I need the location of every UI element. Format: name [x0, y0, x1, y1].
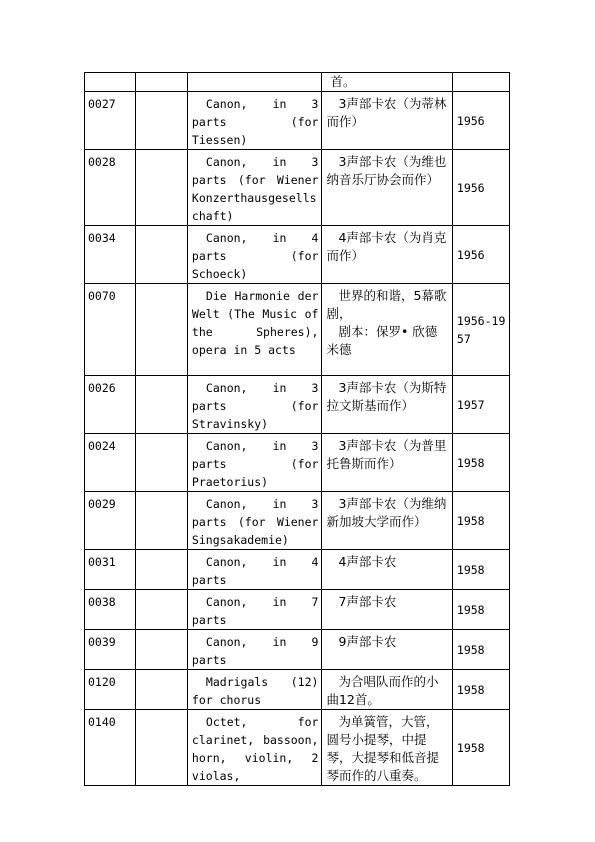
description-cell — [322, 73, 452, 92]
blank-cell — [135, 226, 187, 284]
work-id-cell: 0039 — [85, 630, 136, 670]
title-text: Canon, in 3 parts (for Tiessen) — [191, 97, 319, 147]
blank-cell — [135, 630, 187, 670]
title-cell — [187, 73, 322, 92]
title-cell — [187, 434, 322, 492]
blank-cell — [135, 590, 187, 630]
description-text: 9声部卡农 — [338, 634, 397, 649]
librettist-text: 剧本：保罗• 欣德米德 — [326, 324, 438, 357]
table-row — [85, 590, 510, 630]
year-cell: 1956 — [452, 92, 509, 150]
description-text: 4声部卡农 — [338, 554, 397, 569]
title-text: Canon, in 3 parts (for Praetorius) — [191, 439, 319, 489]
description-text: 7声部卡农 — [338, 594, 397, 609]
year-cell: 1957 — [452, 376, 509, 434]
blank-cell — [135, 434, 187, 492]
title-text: Die Harmonie der Welt (The Music of the Spheres), opera in 5 acts — [191, 289, 319, 357]
description-text: 3声部卡农（为蒂林而作） — [326, 96, 447, 129]
work-id-cell: 0029 — [85, 492, 136, 550]
title-cell — [187, 550, 322, 590]
work-id-cell: 0026 — [85, 376, 136, 434]
description-text: 3声部卡农（为维也纳音乐厅协会而作） — [326, 154, 447, 187]
work-id-cell: 0028 — [85, 150, 136, 226]
blank-cell — [135, 284, 187, 376]
blank-cell — [135, 92, 187, 150]
description-cell — [322, 92, 452, 150]
title-text: Canon, in 7 parts — [191, 595, 319, 627]
table-row — [85, 376, 510, 434]
title-text: Canon, in 4 parts (for Schoeck) — [191, 231, 319, 281]
table-row — [85, 150, 510, 226]
year-cell: 1958 — [452, 590, 509, 630]
table-row — [85, 284, 510, 376]
blank-cell — [135, 73, 187, 92]
blank-cell — [135, 150, 187, 226]
description-text: 世界的和谐，5幕歌剧， — [326, 288, 447, 321]
blank-cell — [135, 670, 187, 710]
description-cell — [322, 226, 452, 284]
work-id-cell: 0070 — [85, 284, 136, 376]
description-text: 4声部卡农（为肖克而作） — [326, 230, 447, 263]
title-text: Canon, in 9 parts — [191, 635, 319, 667]
title-text: Canon, in 3 parts (for Stravinsky) — [191, 381, 319, 431]
description-cell — [322, 590, 452, 630]
year-cell: 1958 — [452, 670, 509, 710]
year-cell: 1958 — [452, 630, 509, 670]
description-cell — [322, 150, 452, 226]
year-cell: 1958 — [452, 710, 509, 786]
title-text: Canon, in 4 parts — [191, 555, 319, 587]
year-cell: 1958 — [452, 492, 509, 550]
title-cell — [187, 670, 322, 710]
title-cell — [187, 590, 322, 630]
title-cell — [187, 284, 322, 376]
description-text: 首。 — [330, 74, 356, 89]
description-cell — [322, 434, 452, 492]
blank-cell — [135, 710, 187, 786]
work-id-cell: 0120 — [85, 670, 136, 710]
blank-cell — [135, 550, 187, 590]
blank-cell — [135, 376, 187, 434]
title-text: Canon, in 3 parts (for Wiener Singsakademie) — [191, 497, 319, 547]
catalog-table — [84, 72, 510, 786]
year-cell: 1956 — [452, 226, 509, 284]
work-id-cell: 0031 — [85, 550, 136, 590]
table-row — [85, 73, 510, 92]
title-cell — [187, 630, 322, 670]
title-cell — [187, 710, 322, 786]
table-row — [85, 550, 510, 590]
year-cell: 1958 — [452, 434, 509, 492]
table-row — [85, 710, 510, 786]
table-row — [85, 226, 510, 284]
description-cell — [322, 550, 452, 590]
work-id-cell: 0038 — [85, 590, 136, 630]
table-row — [85, 492, 510, 550]
title-cell — [187, 226, 322, 284]
description-cell — [322, 710, 452, 786]
description-text: 为合唱队而作的小曲12首。 — [326, 674, 439, 707]
work-id-cell: 0140 — [85, 710, 136, 786]
title-text: Madrigals (12) for chorus — [191, 675, 319, 707]
description-text: 3声部卡农（为维纳新加坡大学而作） — [326, 496, 447, 529]
description-text: 为单簧管，大管，圆号小提琴，中提琴，大提琴和低音提琴而作的八重奏。 — [326, 714, 439, 783]
description-cell — [322, 284, 452, 376]
title-cell — [187, 92, 322, 150]
year-cell: 1956 — [452, 150, 509, 226]
year-cell: 1956-1957 — [452, 284, 509, 376]
table-row — [85, 670, 510, 710]
title-text: Canon, in 3 parts (for Wiener Konzerthausgesellschaft) — [191, 155, 319, 223]
title-text: Octet, for clarinet, bassoon, horn, violin, 2 violas, — [191, 715, 319, 783]
description-cell — [322, 376, 452, 434]
work-id-cell: 0024 — [85, 434, 136, 492]
description-cell — [322, 492, 452, 550]
description-text: 3声部卡农（为普里托鲁斯而作） — [326, 438, 447, 471]
work-id-cell: 0027 — [85, 92, 136, 150]
table-row — [85, 630, 510, 670]
work-id-cell — [85, 73, 136, 92]
description-cell — [322, 630, 452, 670]
work-id-cell: 0034 — [85, 226, 136, 284]
table-row — [85, 434, 510, 492]
table-row — [85, 92, 510, 150]
description-text: 3声部卡农（为斯特拉文斯基而作） — [326, 380, 447, 413]
year-cell — [452, 73, 509, 92]
description-cell — [322, 670, 452, 710]
title-cell — [187, 492, 322, 550]
title-cell — [187, 150, 322, 226]
year-cell: 1958 — [452, 550, 509, 590]
blank-cell — [135, 492, 187, 550]
title-cell — [187, 376, 322, 434]
